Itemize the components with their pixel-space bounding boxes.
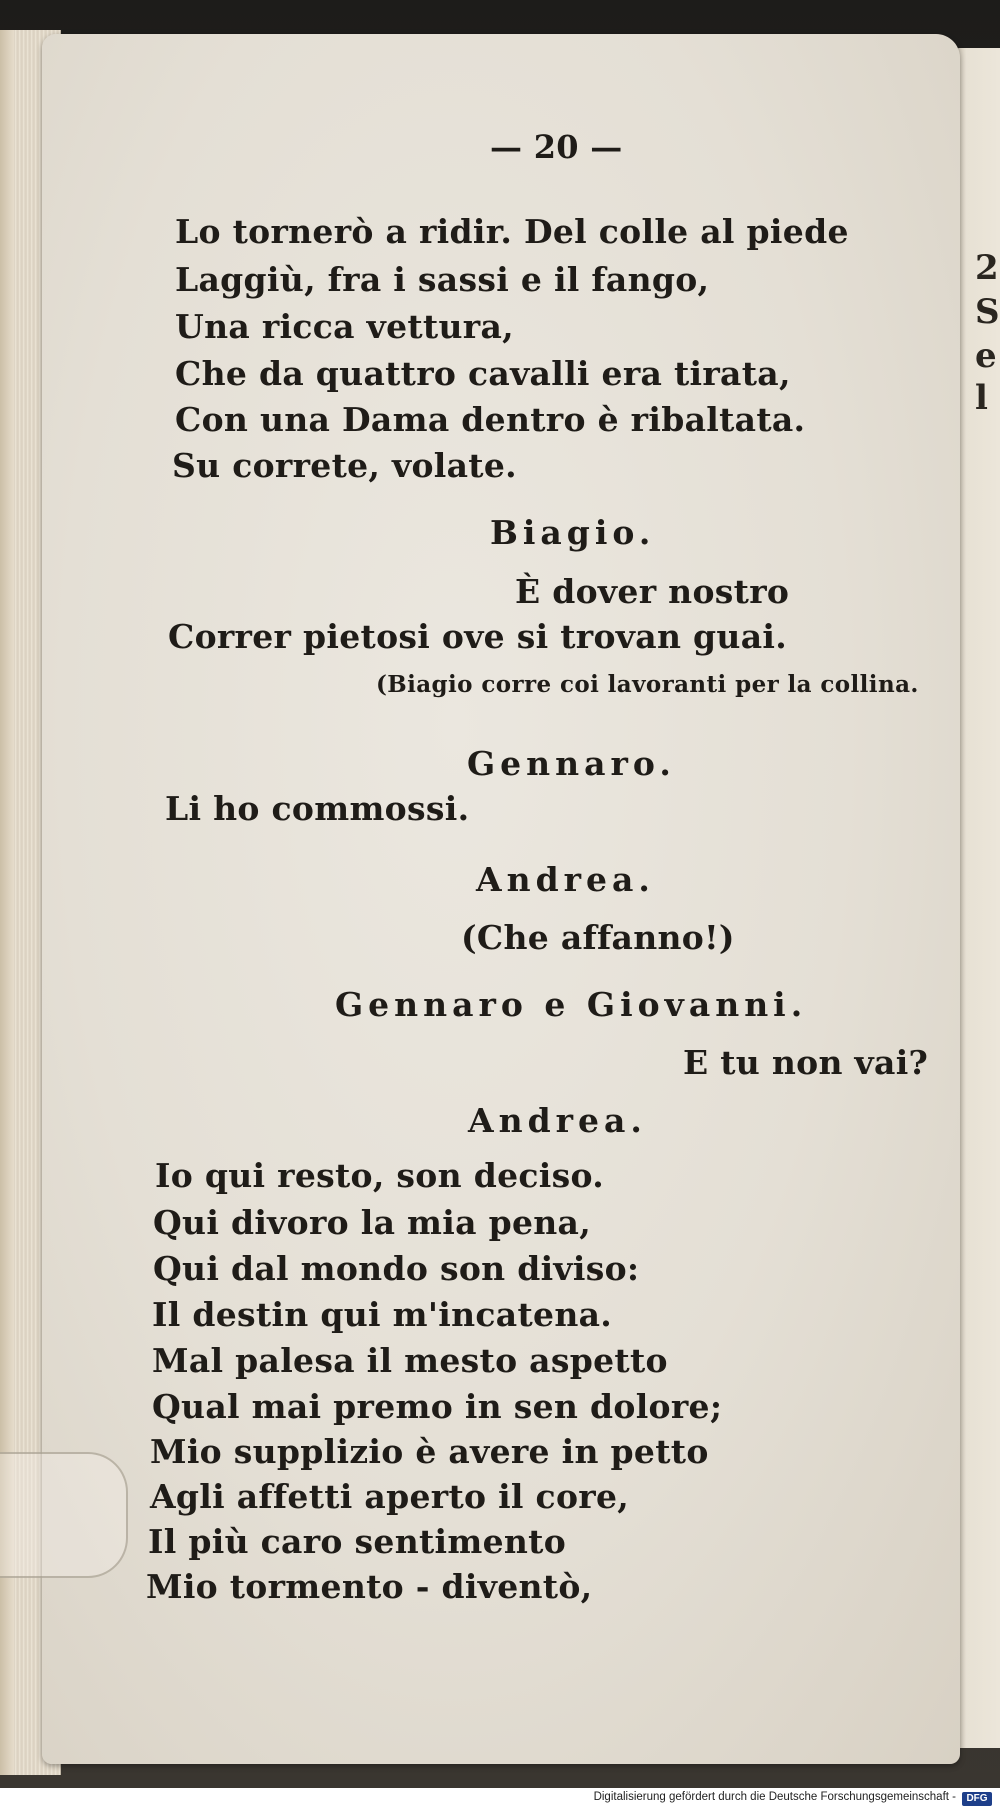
speaker-name: Andrea. (476, 860, 655, 899)
page-number: — 20 — (490, 128, 623, 166)
verse-line: Mio supplizio è avere in petto (150, 1432, 709, 1471)
verse-line: Qui divoro la mia pena, (153, 1203, 592, 1242)
dfg-logo-icon: DFG (962, 1792, 992, 1806)
verse-line: Li ho commossi. (165, 789, 470, 828)
page-clip (0, 1452, 128, 1578)
verse-line: È dover nostro (515, 572, 790, 611)
verse-line: Lo tornerò a ridir. Del colle al piede (175, 212, 849, 251)
verse-line: Su correte, volate. (172, 446, 517, 485)
footer-credit: Digitalisierung gefördert durch die Deutsche Forschungsgemeinschaft - (593, 1791, 956, 1803)
verse-line: Il più caro sentimento (148, 1522, 567, 1561)
adjacent-page-glyph: l (975, 378, 988, 418)
verse-line: Una ricca vettura, (175, 307, 514, 346)
verse-line: (Che affanno!) (461, 918, 735, 957)
verse-line: Qui dal mondo son diviso: (153, 1249, 640, 1288)
verse-line: Io qui resto, son deciso. (155, 1156, 604, 1195)
digitization-footer (0, 1788, 1000, 1811)
verse-line: Laggiù, fra i sassi e il fango, (175, 260, 710, 299)
verse-line: Il destin qui m'incatena. (152, 1295, 613, 1334)
speaker-name: Gennaro. (467, 744, 676, 783)
verse-line: Qual mai premo in sen dolore; (152, 1387, 723, 1426)
verse-line: Agli affetti aperto il core, (150, 1477, 630, 1516)
verse-line: Con una Dama dentro è ribaltata. (175, 400, 806, 439)
verse-line: Che da quattro cavalli era tirata, (175, 354, 791, 393)
adjacent-page-glyph: e (975, 336, 997, 376)
adjacent-page-glyph: S (975, 292, 1000, 332)
verse-line: Mio tormento - diventò, (146, 1567, 593, 1606)
speaker-name: Gennaro e Giovanni. (335, 985, 808, 1024)
speaker-name: Andrea. (468, 1101, 647, 1140)
stage-direction: (Biagio corre coi lavoranti per la collina. (376, 671, 919, 698)
adjacent-page-glyph: 2 (975, 248, 999, 288)
verse-line: E tu non vai? (683, 1043, 929, 1082)
verse-line: Correr pietosi ove si trovan guai. (168, 617, 788, 656)
speaker-name: Biagio. (490, 513, 656, 552)
verse-line: Mal palesa il mesto aspetto (152, 1341, 668, 1380)
